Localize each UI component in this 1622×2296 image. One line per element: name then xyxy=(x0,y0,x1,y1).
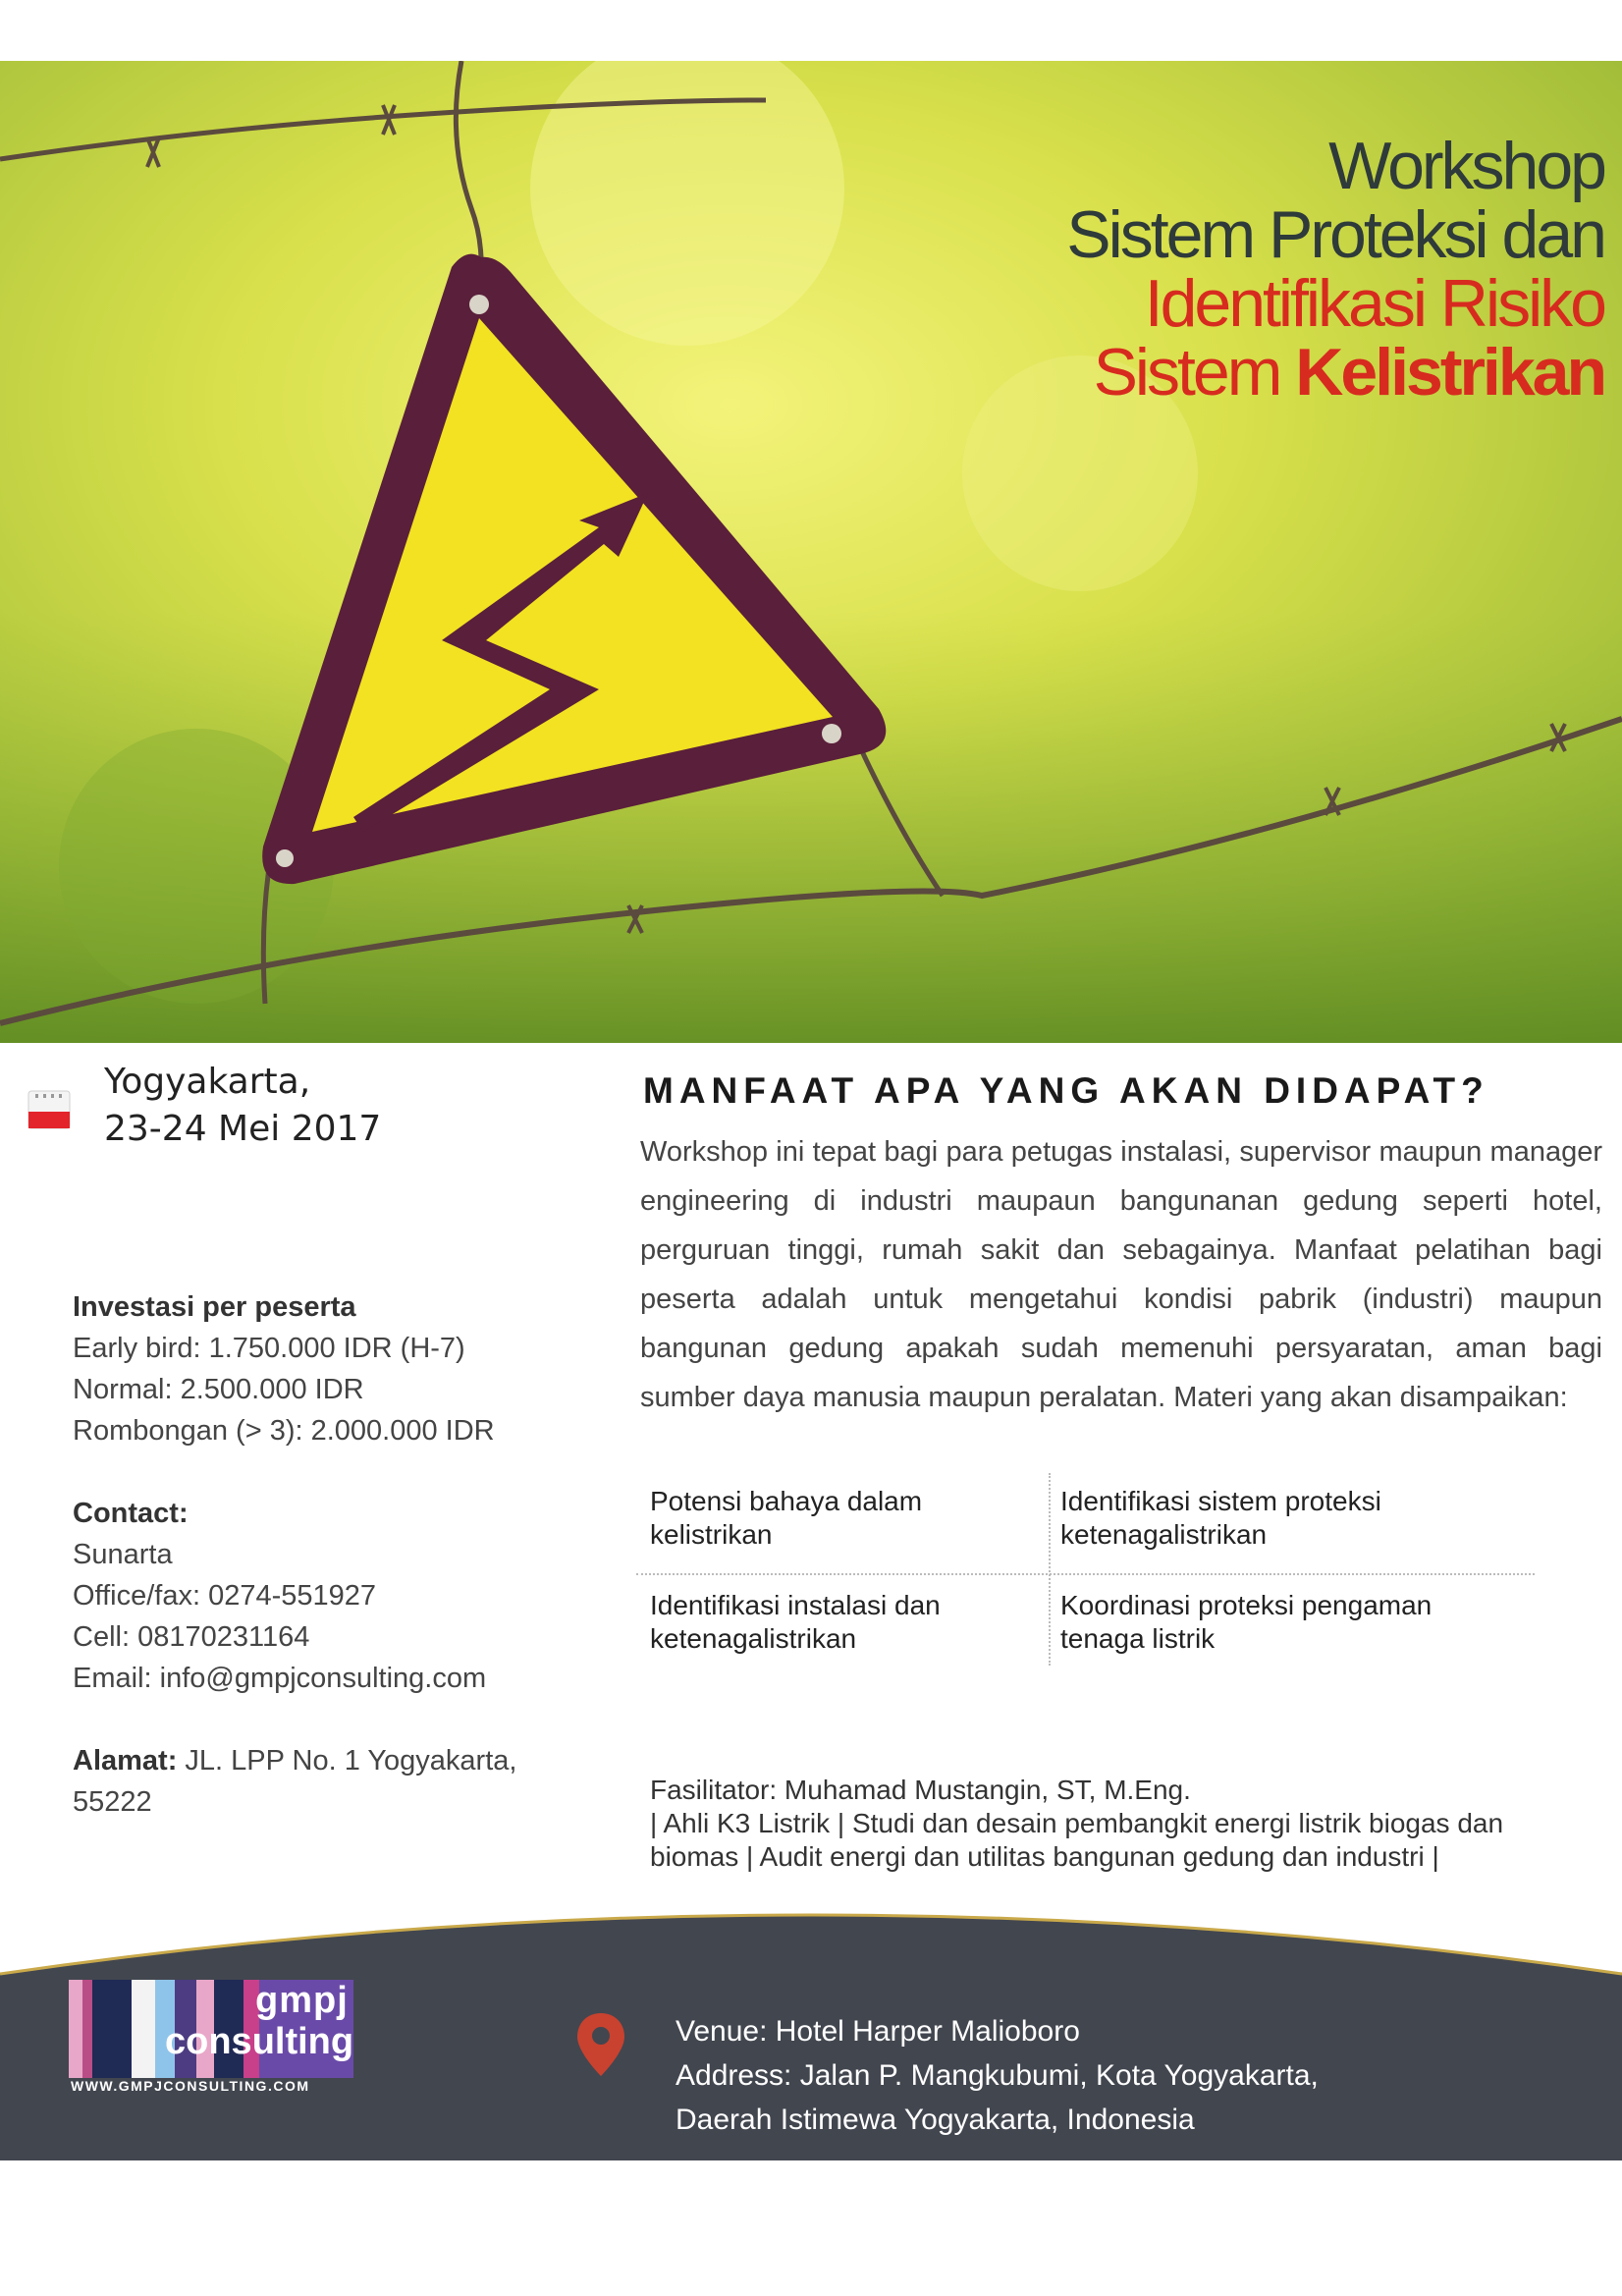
address-label: Alamat: xyxy=(73,1745,178,1777)
calendar-icon xyxy=(27,1090,71,1129)
benefits-intro: Workshop ini tepat bagi para petugas instalasi, supervisor maupun manager engineering di industri maupaun bangunanan gedung seperti hotel, perguruan tinggi, rumah sakit dan sebagainya. Manfaat pelatihan bagi peserta adalah untuk mengetahui kondisi pabrik (industri) maupun bangunan gedung apakah sudah memenuhi persyaratan, aman bagi sumber daya manusia maupun peralatan. Materi yang akan disampaikan: xyxy=(640,1136,1602,1413)
topic-1: Potensi bahaya dalam kelistrikan xyxy=(650,1486,923,1550)
topic-4: Koordinasi proteksi pengaman tenaga listrik xyxy=(1060,1590,1433,1654)
headline-line-1: Workshop xyxy=(1328,129,1604,203)
grid-horizontal-divider xyxy=(636,1573,1535,1575)
contact-name: Sunarta xyxy=(73,1539,173,1570)
price-normal: Normal: 2.500.000 IDR xyxy=(73,1374,364,1405)
headline-line-4 xyxy=(1066,335,1604,410)
address-line-2: 55222 xyxy=(73,1786,152,1818)
grid-vertical-divider xyxy=(1049,1473,1051,1666)
topic-2: Identifikasi sistem proteksi ketenagalistrikan xyxy=(1060,1486,1381,1550)
logo-url[interactable]: WWW.GMPJCONSULTING.COM xyxy=(71,2078,310,2094)
gmpj-logo[interactable] xyxy=(69,1980,353,2093)
event-city: Yogyakarta, xyxy=(104,1062,311,1102)
facilitator-expertise-2: biomas | Audit energi dan utilitas bangunan gedung dan industri | xyxy=(650,1841,1439,1872)
logo-word-gmpj: gmpj xyxy=(255,1980,349,2021)
venue-name: Venue: Hotel Harper Malioboro xyxy=(676,2015,1080,2048)
facilitator-name: Fasilitator: Muhamad Mustangin, ST, M.Eng. xyxy=(650,1775,1191,1805)
event-dates: 23-24 Mei 2017 xyxy=(104,1109,382,1149)
location-pin-icon xyxy=(575,2011,626,2078)
hero-image xyxy=(0,61,1622,1043)
headline-line-4-regular: Sistem xyxy=(1093,335,1296,410)
headline-line-4-bold: Kelistrikan xyxy=(1295,335,1604,410)
address-street: JL. LPP No. 1 Yogyakarta, xyxy=(177,1745,517,1777)
topic-3: Identifikasi instalasi dan ketenagalistrikan xyxy=(650,1590,941,1654)
contact-cell: Cell: 08170231164 xyxy=(73,1621,310,1653)
investment-title: Investasi per peserta xyxy=(73,1291,356,1323)
facilitator-block xyxy=(650,1774,1583,1874)
contact-office: Office/fax: 0274-551927 xyxy=(73,1580,377,1612)
price-group: Rombongan (> 3): 2.000.000 IDR xyxy=(73,1415,495,1447)
facilitator-expertise-1: | Ahli K3 Listrik | Studi dan desain pembangkit energi listrik biogas dan xyxy=(650,1808,1504,1838)
venue-address-2: Daerah Istimewa Yogyakarta, Indonesia xyxy=(676,2104,1195,2136)
topics-grid xyxy=(636,1473,1540,1669)
address-line-1 xyxy=(73,1740,583,1781)
workshop-headline xyxy=(1066,129,1604,410)
benefits-title: MANFAAT APA YANG AKAN DIDAPAT? xyxy=(643,1070,1489,1111)
participant-info xyxy=(73,1286,583,1823)
venue-block xyxy=(676,2009,1559,2142)
contact-title: Contact: xyxy=(73,1498,189,1529)
headline-line-3: Identifikasi Risiko xyxy=(1144,266,1604,341)
headline-line-2: Sistem Proteksi dan xyxy=(1066,197,1604,272)
venue-address-1: Address: Jalan P. Mangkubumi, Kota Yogyakarta, xyxy=(676,2059,1319,2092)
logo-word-consulting: consulting xyxy=(165,2021,354,2062)
price-early-bird: Early bird: 1.750.000 IDR (H-7) xyxy=(73,1333,465,1364)
contact-email[interactable]: Email: info@gmpjconsulting.com xyxy=(73,1663,487,1694)
